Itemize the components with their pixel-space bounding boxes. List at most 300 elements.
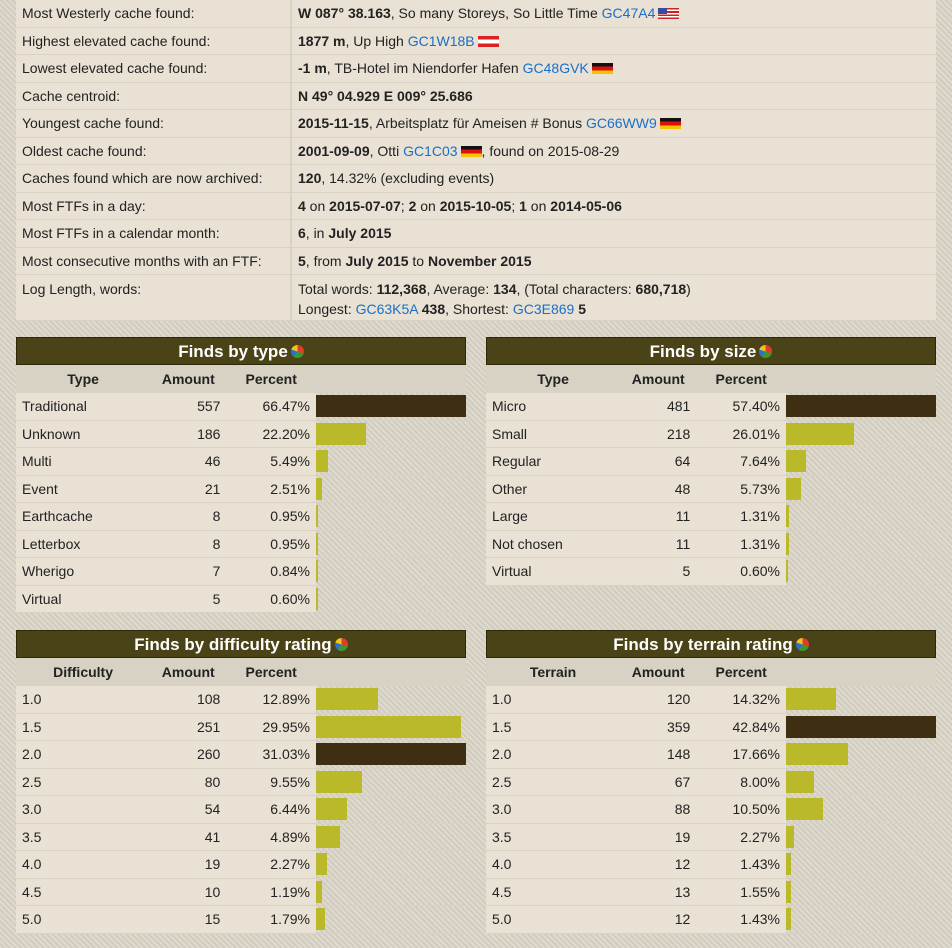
- cache-code-link[interactable]: GC47A4: [601, 5, 656, 21]
- row-label: 5.0: [486, 906, 620, 934]
- finds-by-type-panel: [16, 337, 466, 613]
- bar-cell: [786, 503, 936, 531]
- stat-value-text: to: [408, 252, 428, 269]
- percent-bar: [786, 478, 801, 500]
- finds-by-difficulty-panel: [16, 630, 466, 934]
- percent-bar: [316, 688, 378, 710]
- row-amount: 11: [620, 503, 696, 531]
- bar-cell: [786, 906, 936, 934]
- row-percent: 2.27%: [696, 824, 786, 852]
- stat-value-bold: 1877 m: [298, 32, 346, 49]
- row-amount: 12: [620, 851, 696, 879]
- bar-cell: [316, 476, 466, 504]
- row-percent: 2.51%: [226, 476, 316, 504]
- stat-value-text: on: [416, 197, 440, 214]
- stat-label: Lowest elevated cache found:: [16, 55, 292, 83]
- stat-row: [16, 55, 936, 83]
- cache-code-link[interactable]: GC1W18B: [407, 32, 475, 49]
- stat-value-text: ;: [400, 197, 409, 214]
- row-amount: 67: [620, 769, 696, 797]
- row-percent: 0.84%: [226, 558, 316, 586]
- stat-value: [292, 248, 936, 276]
- table-row: [486, 531, 936, 559]
- row-percent: 42.84%: [696, 714, 786, 742]
- stat-value-text: , 14.32% (excluding events): [321, 170, 495, 186]
- table-row: [16, 393, 466, 421]
- percent-bar: [316, 743, 466, 765]
- row-label: 4.0: [486, 851, 620, 879]
- stat-value: [292, 83, 936, 111]
- row-percent: 10.50%: [696, 796, 786, 824]
- percent-bar: [316, 771, 362, 793]
- stat-value-bold: 5: [578, 301, 586, 317]
- percent-bar: [786, 853, 791, 875]
- panel-title: [486, 630, 936, 658]
- stat-value: [292, 0, 936, 28]
- stat-value-bold: 438: [421, 301, 446, 317]
- panel-title-text: Finds by difficulty rating: [134, 635, 332, 654]
- stat-label: Caches found which are now archived:: [16, 165, 292, 193]
- stat-value-bold: W 087° 38.163: [298, 5, 391, 21]
- table-row: [16, 824, 466, 852]
- table-row: [486, 558, 936, 586]
- row-amount: 46: [150, 448, 226, 476]
- percent-bar: [316, 533, 318, 555]
- row-label: 1.0: [16, 686, 150, 714]
- table-row: [16, 503, 466, 531]
- stat-value-bold: N 49° 04.929 E 009° 25.686: [298, 87, 473, 104]
- stat-value-text: Total words:: [298, 281, 377, 297]
- stat-value-bold: 1: [519, 197, 527, 214]
- bar-cell: [786, 879, 936, 907]
- row-amount: 481: [620, 393, 696, 421]
- stat-value-bold: 120: [298, 170, 322, 186]
- table-row: [486, 879, 936, 907]
- row-label: 4.5: [486, 879, 620, 907]
- pie-chart-icon[interactable]: [796, 638, 809, 651]
- table-row: [486, 448, 936, 476]
- row-label: Not chosen: [486, 531, 620, 559]
- row-amount: 108: [150, 686, 226, 714]
- stat-value-text: , So many Storeys, So Little Time: [390, 5, 602, 21]
- row-label: 2.0: [486, 741, 620, 769]
- bar-cell: [786, 851, 936, 879]
- row-amount: 359: [620, 714, 696, 742]
- row-percent: 12.89%: [226, 686, 316, 714]
- table-row: [486, 906, 936, 934]
- stat-value-bold: 2015-11-15: [298, 115, 369, 131]
- panel-title-text: Finds by size: [649, 342, 757, 361]
- stat-value-bold: November 2015: [428, 252, 532, 269]
- pie-chart-icon[interactable]: [759, 345, 772, 358]
- bar-cell: [786, 531, 936, 559]
- bar-cell: [316, 879, 466, 907]
- percent-bar: [786, 450, 806, 472]
- row-percent: 1.31%: [696, 531, 786, 559]
- flag-de-icon: [592, 63, 613, 74]
- row-amount: 5: [620, 558, 696, 586]
- percent-bar: [786, 505, 789, 527]
- stat-value-bold: 2: [408, 197, 417, 214]
- stat-value-bold: 5: [298, 252, 306, 269]
- row-amount: 12: [620, 906, 696, 934]
- bar-cell: [786, 741, 936, 769]
- cache-code-link[interactable]: GC3E869: [512, 301, 575, 317]
- stat-value-bold: 134: [493, 281, 517, 297]
- stat-value-text: , found on 2015-08-29: [481, 142, 620, 159]
- cache-code-link[interactable]: GC63K5A: [355, 301, 418, 317]
- stat-value-bold: 2015-07-07: [329, 197, 401, 214]
- percent-bar: [316, 826, 340, 848]
- stat-row: [16, 110, 936, 138]
- row-label: 3.5: [16, 824, 150, 852]
- column-header: Percent: [226, 658, 316, 686]
- row-label: 2.5: [16, 769, 150, 797]
- percent-bar: [316, 588, 318, 610]
- panel-title: [16, 337, 466, 365]
- column-header: Percent: [696, 658, 786, 686]
- row-percent: 1.31%: [696, 503, 786, 531]
- stat-value: [292, 138, 936, 166]
- column-header: Percent: [696, 365, 786, 393]
- stat-value-text: , Shortest:: [445, 301, 513, 317]
- row-amount: 251: [150, 714, 226, 742]
- row-percent: 1.19%: [226, 879, 316, 907]
- table-row: [16, 714, 466, 742]
- stat-value-bold: 112,368: [376, 281, 427, 297]
- stat-label: Most FTFs in a day:: [16, 193, 292, 221]
- cache-code-link[interactable]: GC48GVK: [522, 60, 589, 76]
- table-row: [486, 476, 936, 504]
- table-row: [16, 421, 466, 449]
- table-row: [486, 503, 936, 531]
- column-header: Amount: [620, 658, 696, 686]
- percent-bar: [316, 853, 327, 875]
- row-percent: 17.66%: [696, 741, 786, 769]
- stat-value: [292, 55, 936, 83]
- bar-cell: [786, 476, 936, 504]
- stat-row: [16, 275, 936, 321]
- row-amount: 8: [150, 531, 226, 559]
- percent-bar: [786, 826, 794, 848]
- distribution-table: [486, 658, 936, 934]
- stat-value-bold: 4: [298, 197, 306, 214]
- row-label: 4.5: [16, 879, 150, 907]
- bar-cell: [786, 796, 936, 824]
- bar-cell: [786, 558, 936, 586]
- stat-value-text: , Up High: [345, 32, 408, 49]
- bar-cell: [316, 851, 466, 879]
- row-label: 3.0: [486, 796, 620, 824]
- row-label: Virtual: [486, 558, 620, 586]
- column-header: Difficulty: [16, 658, 150, 686]
- row-percent: 1.79%: [226, 906, 316, 934]
- row-percent: 9.55%: [226, 769, 316, 797]
- bar-cell: [316, 558, 466, 586]
- row-label: 4.0: [16, 851, 150, 879]
- row-label: Virtual: [16, 586, 150, 614]
- stat-value: [292, 275, 936, 321]
- bar-cell: [316, 686, 466, 714]
- finds-by-size-panel: [486, 337, 936, 586]
- stat-row: [16, 28, 936, 56]
- bar-cell: [316, 531, 466, 559]
- row-amount: 64: [620, 448, 696, 476]
- percent-bar: [316, 450, 328, 472]
- table-row: [16, 769, 466, 797]
- bar-cell: [316, 906, 466, 934]
- row-label: 2.0: [16, 741, 150, 769]
- stat-row: [16, 165, 936, 193]
- percent-bar: [316, 560, 318, 582]
- row-amount: 80: [150, 769, 226, 797]
- stat-label: Most consecutive months with an FTF:: [16, 248, 292, 276]
- table-row: [486, 824, 936, 852]
- row-amount: 10: [150, 879, 226, 907]
- row-percent: 31.03%: [226, 741, 316, 769]
- row-amount: 218: [620, 421, 696, 449]
- bar-cell: [316, 714, 466, 742]
- table-row: [16, 686, 466, 714]
- table-row: [486, 421, 936, 449]
- table-row: [486, 741, 936, 769]
- stat-value-bold: 6: [298, 225, 306, 241]
- cache-code-link[interactable]: GC1C03: [403, 142, 458, 159]
- distribution-table: [16, 658, 466, 934]
- row-label: 3.0: [16, 796, 150, 824]
- table-row: [16, 448, 466, 476]
- row-label: 3.5: [486, 824, 620, 852]
- row-percent: 7.64%: [696, 448, 786, 476]
- stat-value-text: , Average:: [426, 281, 494, 297]
- panel-title-text: Finds by type: [178, 342, 288, 361]
- stat-value-text: ;: [511, 197, 520, 214]
- stat-value: [292, 220, 936, 248]
- bar-cell: [786, 686, 936, 714]
- percent-bar: [786, 688, 836, 710]
- column-header: Amount: [150, 658, 226, 686]
- flag-de-icon: [461, 146, 482, 157]
- row-percent: 0.60%: [226, 586, 316, 614]
- panel-title: [16, 630, 466, 658]
- percent-bar: [786, 908, 791, 930]
- row-amount: 557: [150, 393, 226, 421]
- bar-cell: [786, 421, 936, 449]
- flag-de-icon: [660, 118, 681, 129]
- row-percent: 57.40%: [696, 393, 786, 421]
- row-label: Small: [486, 421, 620, 449]
- column-header: Amount: [620, 365, 696, 393]
- row-amount: 54: [150, 796, 226, 824]
- bar-column-header: [316, 658, 466, 686]
- bar-cell: [316, 503, 466, 531]
- row-amount: 48: [620, 476, 696, 504]
- stats-table: [16, 0, 936, 321]
- percent-bar: [786, 798, 823, 820]
- bar-cell: [786, 714, 936, 742]
- row-percent: 5.49%: [226, 448, 316, 476]
- row-amount: 186: [150, 421, 226, 449]
- row-percent: 5.73%: [696, 476, 786, 504]
- percent-bar: [316, 395, 466, 417]
- column-header: Terrain: [486, 658, 620, 686]
- table-row: [486, 851, 936, 879]
- percent-bar: [786, 560, 788, 582]
- row-percent: 66.47%: [226, 393, 316, 421]
- percent-bar: [786, 771, 814, 793]
- table-row: [16, 531, 466, 559]
- finds-by-terrain-panel: [486, 630, 936, 934]
- stat-value-bold: 2015-10-05: [439, 197, 512, 214]
- bar-cell: [316, 824, 466, 852]
- distribution-table: [486, 365, 936, 586]
- stat-value: [292, 165, 936, 193]
- row-amount: 148: [620, 741, 696, 769]
- bar-cell: [316, 769, 466, 797]
- row-amount: 260: [150, 741, 226, 769]
- stat-value: [292, 110, 936, 138]
- row-percent: 14.32%: [696, 686, 786, 714]
- table-row: [486, 714, 936, 742]
- row-percent: 8.00%: [696, 769, 786, 797]
- row-amount: 8: [150, 503, 226, 531]
- stat-label: Youngest cache found:: [16, 110, 292, 138]
- stat-row: [16, 0, 936, 28]
- bar-cell: [316, 448, 466, 476]
- stat-value-bold: -1 m: [298, 60, 327, 76]
- stat-row: [16, 138, 936, 166]
- bar-column-header: [786, 365, 936, 393]
- stat-label: Log Length, words:: [16, 275, 292, 321]
- stat-label: Most FTFs in a calendar month:: [16, 220, 292, 248]
- stat-value-text: Longest:: [298, 301, 356, 317]
- table-row: [486, 796, 936, 824]
- stat-row: [16, 193, 936, 221]
- row-amount: 15: [150, 906, 226, 934]
- row-label: 1.0: [486, 686, 620, 714]
- row-label: Micro: [486, 393, 620, 421]
- stat-value-text: ): [686, 281, 691, 297]
- stat-value-text: , Otti: [369, 142, 404, 159]
- percent-bar: [316, 798, 347, 820]
- row-amount: 19: [620, 824, 696, 852]
- row-percent: 1.43%: [696, 906, 786, 934]
- column-header: Type: [486, 365, 620, 393]
- row-amount: 5: [150, 586, 226, 614]
- row-percent: 26.01%: [696, 421, 786, 449]
- row-percent: 0.60%: [696, 558, 786, 586]
- row-label: Multi: [16, 448, 150, 476]
- stat-value-bold: 2001-09-09: [298, 142, 370, 159]
- stat-row: [16, 220, 936, 248]
- row-label: 1.5: [486, 714, 620, 742]
- percent-bar: [786, 716, 936, 738]
- stat-value-text: , from: [305, 252, 346, 269]
- row-amount: 88: [620, 796, 696, 824]
- table-row: [486, 686, 936, 714]
- row-label: Other: [486, 476, 620, 504]
- percent-bar: [786, 423, 854, 445]
- bar-cell: [786, 769, 936, 797]
- percent-bar: [316, 716, 461, 738]
- bar-cell: [786, 824, 936, 852]
- stat-value-bold: 680,718: [635, 281, 687, 297]
- row-label: Traditional: [16, 393, 150, 421]
- row-percent: 0.95%: [226, 503, 316, 531]
- pie-chart-icon[interactable]: [335, 638, 348, 651]
- panel-title-text: Finds by terrain rating: [613, 635, 793, 654]
- row-amount: 7: [150, 558, 226, 586]
- row-percent: 1.55%: [696, 879, 786, 907]
- row-label: 2.5: [486, 769, 620, 797]
- bar-cell: [786, 393, 936, 421]
- pie-chart-icon[interactable]: [291, 345, 304, 358]
- percent-bar: [316, 505, 318, 527]
- row-percent: 1.43%: [696, 851, 786, 879]
- stat-value-text: , (Total characters:: [516, 281, 636, 297]
- stat-value-bold: 2014-05-06: [550, 197, 622, 214]
- row-percent: 4.89%: [226, 824, 316, 852]
- row-percent: 22.20%: [226, 421, 316, 449]
- column-header: Type: [16, 365, 150, 393]
- panel-title: [486, 337, 936, 365]
- table-row: [16, 586, 466, 614]
- table-row: [16, 879, 466, 907]
- row-amount: 120: [620, 686, 696, 714]
- table-row: [16, 851, 466, 879]
- row-percent: 29.95%: [226, 714, 316, 742]
- stat-value: [292, 28, 936, 56]
- bar-cell: [316, 796, 466, 824]
- row-amount: 19: [150, 851, 226, 879]
- percent-bar: [316, 423, 366, 445]
- distribution-table: [16, 365, 466, 613]
- row-label: Wherigo: [16, 558, 150, 586]
- percent-bar: [316, 908, 325, 930]
- bar-cell: [316, 741, 466, 769]
- percent-bar: [786, 395, 936, 417]
- percent-bar: [786, 881, 791, 903]
- table-row: [486, 393, 936, 421]
- stat-label: Highest elevated cache found:: [16, 28, 292, 56]
- flag-us-icon: [658, 8, 679, 19]
- cache-code-link[interactable]: GC66WW9: [585, 115, 657, 131]
- row-label: Unknown: [16, 421, 150, 449]
- row-percent: 6.44%: [226, 796, 316, 824]
- percent-bar: [316, 478, 322, 500]
- row-percent: 0.95%: [226, 531, 316, 559]
- flag-at-icon: [478, 36, 499, 47]
- row-label: Large: [486, 503, 620, 531]
- row-label: Earthcache: [16, 503, 150, 531]
- row-amount: 13: [620, 879, 696, 907]
- stat-value-text: on: [305, 197, 330, 214]
- table-row: [16, 796, 466, 824]
- row-amount: 21: [150, 476, 226, 504]
- percent-bar: [786, 743, 848, 765]
- row-label: Regular: [486, 448, 620, 476]
- row-percent: 2.27%: [226, 851, 316, 879]
- table-row: [16, 741, 466, 769]
- bar-column-header: [786, 658, 936, 686]
- stat-label: Most Westerly cache found:: [16, 0, 292, 28]
- bar-column-header: [316, 365, 466, 393]
- stat-value-text: , Arbeitsplatz für Ameisen # Bonus: [368, 115, 586, 131]
- table-row: [486, 769, 936, 797]
- stat-value-text: on: [526, 197, 551, 214]
- row-label: Letterbox: [16, 531, 150, 559]
- row-label: 1.5: [16, 714, 150, 742]
